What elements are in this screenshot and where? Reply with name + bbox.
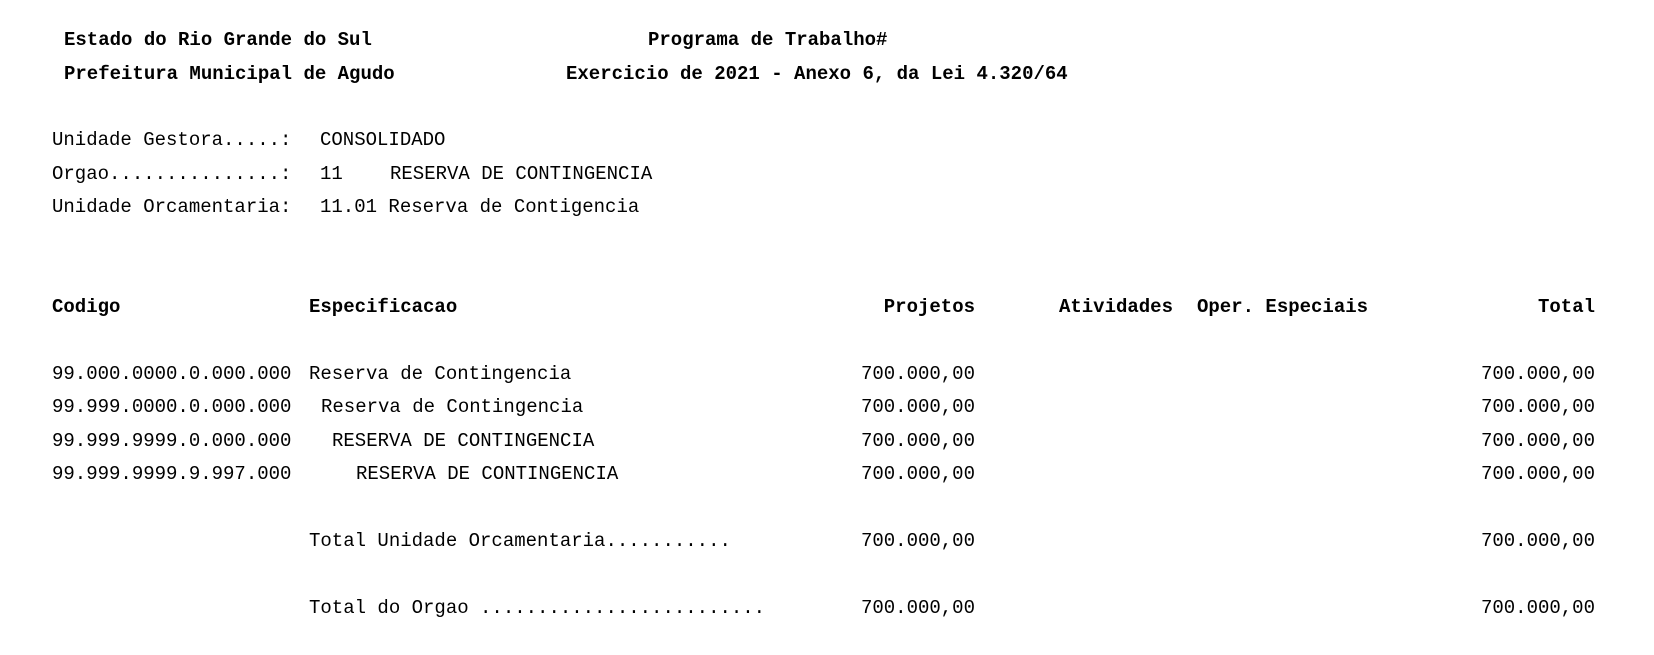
row-projetos: 700.000,00	[860, 463, 975, 485]
row-codigo: 99.999.9999.0.000.000	[52, 430, 292, 452]
row-total: 700.000,00	[1480, 463, 1595, 485]
row-codigo: 99.999.9999.9.997.000	[52, 463, 292, 485]
program-title: Programa de Trabalho#	[648, 29, 888, 51]
orgao-label: Orgao...............:	[52, 163, 292, 185]
exercise-title: Exercicio de 2021 - Anexo 6, da Lei 4.320/64	[566, 63, 1068, 85]
col-especificacao: Especificacao	[309, 296, 458, 318]
gestora-label: Unidade Gestora.....:	[52, 129, 292, 151]
row-codigo: 99.000.0000.0.000.000	[52, 363, 292, 385]
row-projetos: 700.000,00	[860, 430, 975, 452]
orcamentaria-label: Unidade Orcamentaria:	[52, 196, 292, 218]
state-title: Estado do Rio Grande do Sul	[64, 29, 372, 51]
total-orgao-projetos: 700.000,00	[860, 597, 975, 619]
row-projetos: 700.000,00	[860, 396, 975, 418]
row-especificacao: RESERVA DE CONTINGENCIA	[332, 430, 595, 452]
row-especificacao: Reserva de Contingencia	[309, 363, 572, 385]
col-codigo: Codigo	[52, 296, 121, 318]
row-total: 700.000,00	[1480, 396, 1595, 418]
total-unidade-projetos: 700.000,00	[860, 530, 975, 552]
total-orgao-total: 700.000,00	[1480, 597, 1595, 619]
row-especificacao: RESERVA DE CONTINGENCIA	[356, 463, 619, 485]
col-atividades: Atividades	[1058, 296, 1173, 318]
row-total: 700.000,00	[1480, 430, 1595, 452]
row-projetos: 700.000,00	[860, 363, 975, 385]
total-orgao-label: Total do Orgao .........................	[309, 597, 766, 619]
row-codigo: 99.999.0000.0.000.000	[52, 396, 292, 418]
orcamentaria-value: 11.01 Reserva de Contigencia	[320, 196, 640, 218]
municipality-title: Prefeitura Municipal de Agudo	[64, 63, 395, 85]
orgao-name: RESERVA DE CONTINGENCIA	[390, 163, 653, 185]
col-total: Total	[1537, 296, 1595, 318]
col-oper-especiais: Oper. Especiais	[1197, 296, 1369, 318]
orgao-code: 11	[320, 163, 343, 185]
total-unidade-label: Total Unidade Orcamentaria...........	[309, 530, 731, 552]
col-projetos: Projetos	[883, 296, 975, 318]
row-total: 700.000,00	[1480, 363, 1595, 385]
gestora-value: CONSOLIDADO	[320, 129, 446, 151]
total-unidade-total: 700.000,00	[1480, 530, 1595, 552]
row-especificacao: Reserva de Contingencia	[321, 396, 584, 418]
